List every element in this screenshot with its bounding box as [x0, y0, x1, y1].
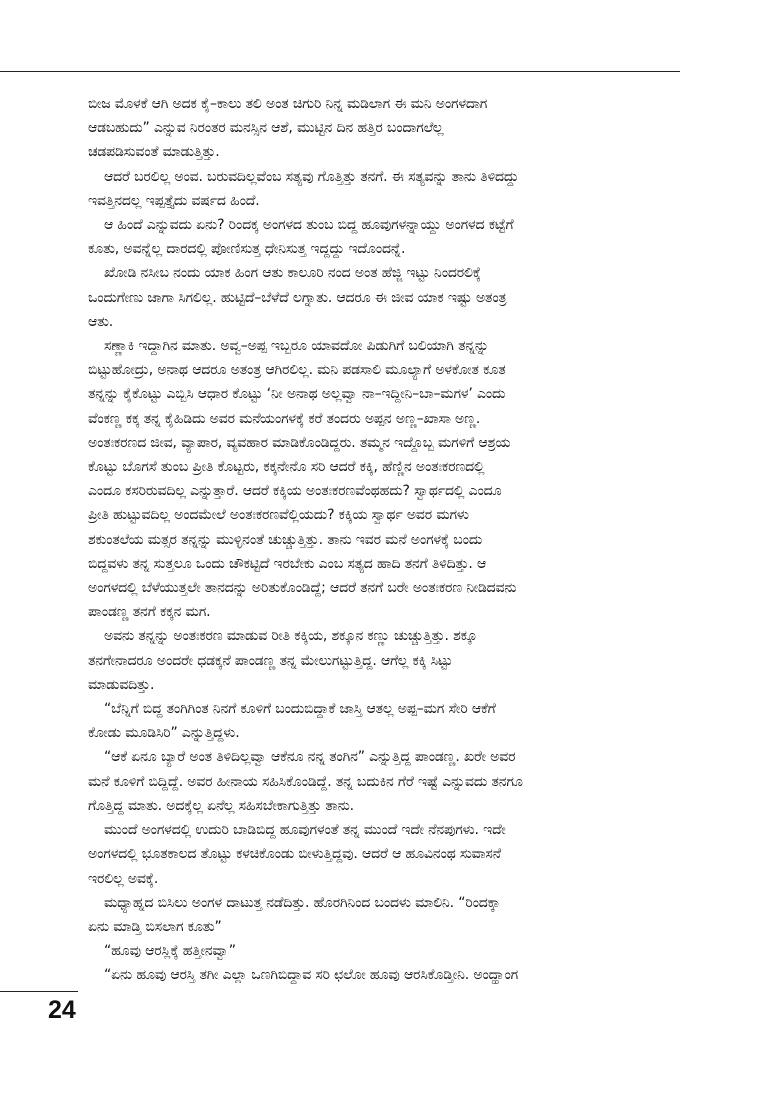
text-line: ಕೋಡು ಮೂಡಿಸಿರಿ” ಎನ್ನುತ್ತಿದ್ದಳು. [88, 725, 240, 742]
text-line: ಪ್ರೀತಿ ಹುಟ್ಟುವದಿಲ್ಲ ಅಂದಮೇಲೆ ಅಂತಃಕರಣವೆಲ್ಲಿಯದು? ಕಕ್ಕಿಯ ಸ್ವಾರ್ಥ ಅವರ ಮಗಳು [88, 507, 469, 524]
page-body-text [88, 92, 682, 988]
text-line: ಮಾಡುವದಿತ್ತು. [88, 676, 155, 693]
text-line: ಬೀಜ ಮೊಳಕೆ ಆಗಿ ಅದಕ ಕೈ–ಕಾಲು ತಲಿ ಅಂತ ಚಿಗುರಿ ನಿನ್ನ ಮಡಿಲಾಗ ಈ ಮನಿ ಅಂಗಳದಾಗ [88, 96, 488, 112]
text-line: ಅಂಗಳದಲ್ಲಿ ಭೂತಕಾಲದ ತೊಟ್ಟು ಕಳಚಿಕೊಂಡು ಬೀಳುತ್ತಿದ್ದವು. ಆದರೆ ಆ ಹೂವಿನಂಥ ಸುವಾಸನೆ [88, 846, 501, 863]
text-line: ಆಡಬಹುದು” ಎನ್ನುವ ನಿರಂತರ ಮನಸ್ಸಿನ ಆಶೆ, ಮುಟ್ಟಿನ ದಿನ ಹತ್ತಿರ ಬಂದಾಗಲೆಲ್ಲ [88, 120, 444, 137]
page-number-rule [0, 991, 78, 992]
text-line: ಗೊತ್ತಿದ್ದ ಮಾತು. ಅದಕ್ಕೆಲ್ಲ ಏನೆಲ್ಲ ಸಹಿಸಬೇಕಾಗುತ್ತಿತ್ತು ತಾನು. [88, 797, 354, 814]
header-rule [0, 71, 680, 72]
text-line: ಎಂದೂ ಕಸರಿರುವದಿಲ್ಲ ಎನ್ನುತ್ತಾರೆ. ಆದರೆ ಕಕ್ಕಿಯ ಅಂತಃಕರಣವೆಂಥಹದು? ಸ್ವಾರ್ಥದಲ್ಲಿ ಎಂದೂ [88, 483, 502, 500]
text-line: ಇವತ್ತಿನದಲ್ಲ ಇಪ್ಪತ್ತೈದು ವರ್ಷದ ಹಿಂದೆ. [88, 192, 260, 209]
page-number: 24 [48, 996, 76, 1024]
text-line: ತನಗೇನಾದರೂ ಅಂದರೇ ಧಡಕ್ಕನೆ ಪಾಂಡಣ್ಣ ತನ್ನ ಮೇಲುಗಟ್ಟುತ್ತಿದ್ದ. ಆಗೆಲ್ಲ ಕಕ್ಕಿ ಸಿಟ್ಟು [88, 652, 453, 669]
text-line: ಇರಲಿಲ್ಲ ಅವಕ್ಕೆ. [88, 870, 159, 887]
text-line: ಮುಂದೆ ಅಂಗಳದಲ್ಲಿ ಉದುರಿ ಬಾಡಿಬಿದ್ದ ಹೂವುಗಳಂತೆ ತನ್ನ ಮುಂದೆ ಇದೇ ನೆನಪುಗಳು. ಇದೇ [104, 822, 506, 839]
text-line: ಶಕುಂತಲೆಯ ಮತ್ಸರ ತನ್ನನ್ನು ಮುಳ್ಳಿನಂತೆ ಚುಚ್ಚುತ್ತಿತ್ತು. ತಾನು ಇವರ ಮನೆ ಅಂಗಳಕ್ಕೆ ಬಂದು [88, 531, 483, 548]
text-line: ಆದರೆ ಬರಲಿಲ್ಲ ಅಂವ. ಬರುವದಿಲ್ಲವೆಂಬ ಸತ್ಯವು ಗೊತ್ತಿತ್ತು ತನಗೆ. ಈ ಸತ್ಯವನ್ನು ತಾನು ತಿಳಿದದ್ದು [104, 168, 519, 185]
text-line: ಕೂತು, ಅವನ್ನೆಲ್ಲ ದಾರದಲ್ಲಿ ಪೋಣಿಸುತ್ತ ಧೇನಿಸುತ್ತ ಇದ್ದದ್ದು ಇದೊಂದನ್ನೆ. [88, 241, 406, 258]
text-line: ಬಿದ್ದವಳು ತನ್ನ ಸುತ್ತಲೂ ಒಂದು ಚೌಕಟ್ಟಿದೆ ಇರಬೇಕು ಎಂಬ ಸತ್ಯದ ಹಾದಿ ತನಗೆ ತಿಳಿದಿತ್ತು. ಆ [88, 555, 487, 572]
text-line: ಸಣ್ಣಾಕಿ ಇದ್ದಾಗಿನ ಮಾತು. ಅವ್ವ–ಅಪ್ಪ ಇಬ್ಬರೂ ಯಾವದೋ ಪಿಡುಗಿಗೆ ಬಲಿಯಾಗಿ ತನ್ನನ್ನು [104, 338, 489, 355]
text-line: “ಹೂವು ಆರಸ್ಲಿಕ್ಕೆ ಹತ್ತೀನವ್ವಾ” [104, 943, 236, 960]
text-line: ಅಂತಃಕರಣದ ಜೀವ, ವ್ಯಾಪಾರ, ವ್ಯವಹಾರ ಮಾಡಿಕೊಂಡಿದ್ದರು. ತಮ್ಮನ ಇದ್ದೊಬ್ಬ ಮಗಳಿಗೆ ಆಶ್ರಯ [88, 434, 511, 451]
text-line: ಚಡಪಡಿಸುವಂತೆ ಮಾಡುತ್ತಿತ್ತು. [88, 144, 220, 161]
text-line: “ಏನು ಹೂವು ಆರಸ್ತಿ ತಗೀ ಎಲ್ಲಾ ಒಣಗಿಬಿದ್ದಾವ ಸರಿ ಛಲೋ ಹೂವು ಆರಸಿಕೊಡ್ತೀನಿ. ಅಂದ್ಹಾಂಗ [104, 967, 519, 984]
text-line: ಕೊಟ್ಟು ಬೊಗಸೆ ತುಂಬ ಪ್ರೀತಿ ಕೊಟ್ಟರು, ಕಕ್ಕನೇನೊ ಸರಿ ಆದರೆ ಕಕ್ಕಿ, ಹೆಣ್ಣಿನ ಅಂತಃಕರಣದಲ್ಲಿ [88, 459, 485, 476]
text-line: ಏನು ಮಾಡ್ತಿ ಬಿಸಲಾಗ ಕೂತು” [88, 918, 222, 935]
text-line: ಮನೆ ಕೂಳಿಗೆ ಬಿದ್ದಿದ್ದೆ. ಅವರ ಹೀನಾಯ ಸಹಿಸಿಕೊಂಡಿದ್ದೆ. ತನ್ನ ಬದುಕಿನ ಗೆರೆ ಇಷ್ಟೆ ಎನ್ನುವದು ತನಗೂ [88, 773, 523, 790]
text-line: ಆತು. [88, 313, 114, 330]
text-line: ಆ ಹಿಂದೆ ಎನ್ನುವದು ಏನು? ರಿಂದಕ್ಕ ಅಂಗಳದ ತುಂಬ ಬಿದ್ದ ಹೂವುಗಳನ್ನಾಯ್ದು ಅಂಗಳದ ಕಟ್ಟೆಗೆ [104, 217, 514, 234]
text-line: “ಆಕೆ ಏನೂ ಬ್ಯಾರೆ ಅಂತ ತಿಳಿದಿಲ್ಲವ್ವಾ ಆಕೆನೂ ನನ್ನ ತಂಗಿನ” ಎನ್ನುತ್ತಿದ್ದ ಪಾಂಡಣ್ಣ. ಖರೇ ಅವರ [104, 749, 516, 766]
text-line: ಪಾಂಡಣ್ಣ ತನಗೆ ಕಕ್ಕನ ಮಗ. [88, 604, 211, 621]
text-line: ಅವನು ತನ್ನನ್ನು ಅಂತಃಕರಣ ಮಾಡುವ ರೀತಿ ಕಕ್ಕಿಯ, ಶಕ್ಕೂನ ಕಣ್ಣು ಚುಚ್ಚುತ್ತಿತ್ತು. ಶಕ್ಕೂ [104, 628, 478, 645]
text-line: ಖೋಡಿ ನಸೀಬ ನಂದು ಯಾಕ ಹಿಂಗ ಆತು ಕಾಲೂರಿ ನಂದ ಅಂತ ಹೆಜ್ಜಿ ಇಟ್ಟು ನಿಂದರಲಿಕ್ಕೆ [104, 265, 481, 282]
text-line: ಅಂಗಳದಲ್ಲಿ ಬೆಳೆಯುತ್ತಲೇ ತಾನದನ್ನು ಅರಿತುಕೊಂಡಿದ್ದೆ; ಆದರೆ ತನಗೆ ಬರೇ ಅಂತಃಕರಣ ನೀಡಿದವನು [88, 580, 517, 597]
text-line: ಬಿಟ್ಟುಹೋದ್ರು, ಅನಾಥ ಆದರೂ ಅತಂತ್ರ ಆಗಿರಲಿಲ್ಲ. ಮನಿ ಪಡಸಾಲಿ ಮೂಲ್ಯಾಗೆ ಅಳಕೋತ ಕೂತ [88, 362, 506, 379]
text-line: “ಬೆನ್ನಿಗೆ ಬಿದ್ದ ತಂಗಿಗಿಂತ ನಿನಗೆ ಕೂಳಿಗೆ ಬಂದುಬಿದ್ದಾಕೆ ಜಾಸ್ತಿ ಆತಲ್ಲ ಅಪ್ಪ–ಮಗ ಸೇರಿ ಆಕೆಗೆ [104, 701, 496, 718]
text-line: ವೆಂಕಣ್ಣ ಕಕ್ಕ ತನ್ನ ಕೈಹಿಡಿದು ಅವರ ಮನೆಯಂಗಳಕ್ಕೆ ಕರೆ ತಂದರು ಅಪ್ಪನ ಅಣ್ಣ–ಖಾಸಾ ಅಣ್ಣ. [88, 410, 481, 427]
text-line: ಒಂದುಗೇಣು ಜಾಗಾ ಸಿಗಲಿಲ್ಲ. ಹುಟ್ಟಿದೆ–ಬೆಳೆದೆ ಲಗ್ನಾತು. ಆದರೂ ಈ ಜೀವ ಯಾಕ ಇಷ್ಟು ಅತಂತ್ರ [88, 289, 507, 306]
text-line: ಮಧ್ಯಾಹ್ನದ ಬಿಸಿಲು ಅಂಗಳ ದಾಟುತ್ತ ನಡೆದಿತ್ತು. ಹೊರಗಿನಿಂದ ಬಂದಳು ಮಾಲಿನಿ. “ರಿಂದಕ್ಕಾ [104, 894, 501, 911]
text-line: ತನ್ನನ್ನು ಕೈಕೊಟ್ಟು ಎಬ್ಬಿಸಿ ಆಧಾರ ಕೊಟ್ಟು ‘ನೀ ಅನಾಥ ಅಲ್ಲವ್ವಾ ನಾ–ಇದ್ದೀನಿ–ಬಾ–ಮಗಳ’ ಎಂದು [88, 386, 506, 403]
